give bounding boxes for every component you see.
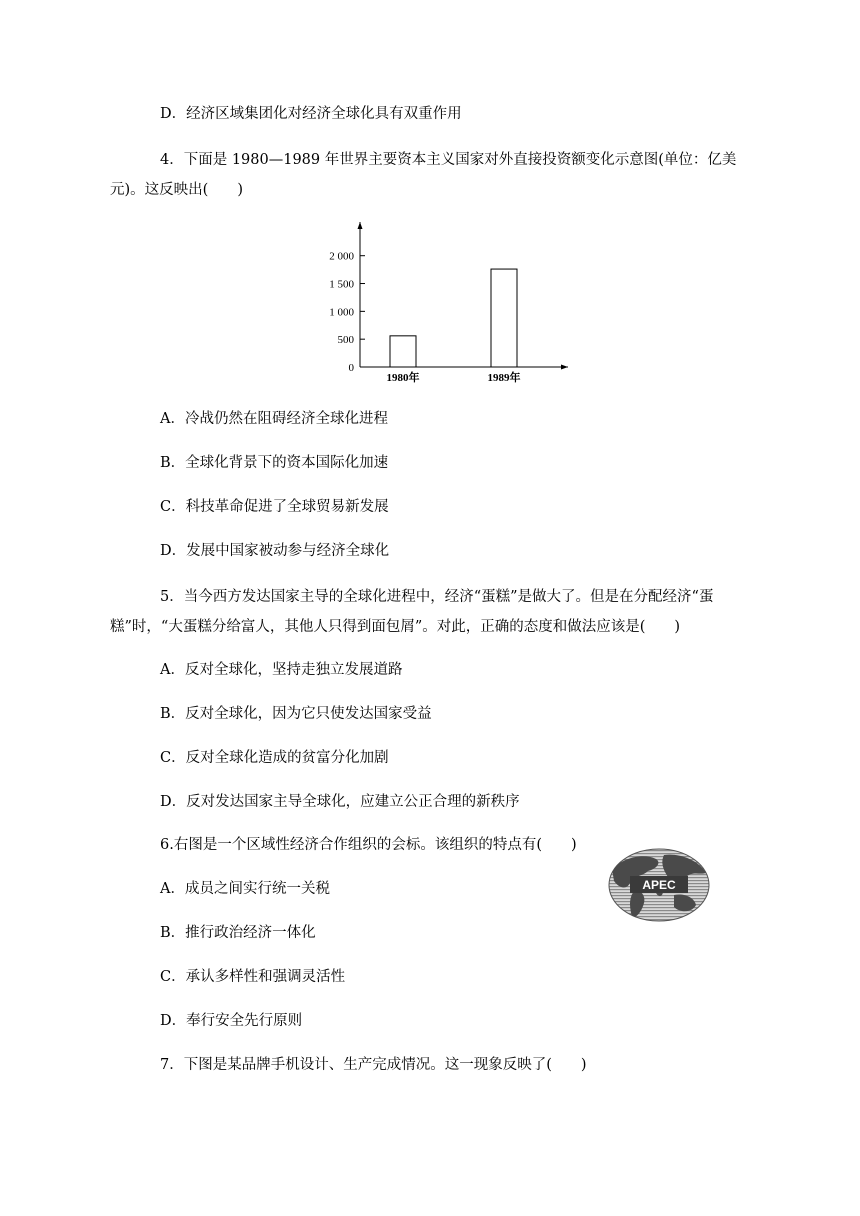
q5-stem-line2: 糕”时，“大蛋糕分给富人，其他人只得到面包屑”。对此，正确的态度和做法应该是( ) bbox=[110, 619, 681, 635]
y-tick-label: 0 bbox=[348, 362, 354, 374]
q6-option-d: D．奉行安全先行原则 bbox=[160, 1013, 303, 1029]
apec-logo-icon bbox=[604, 847, 714, 923]
q4-option-a: A．冷战仍然在阻碍经济全球化进程 bbox=[160, 411, 388, 427]
q5-option-a: A．反对全球化，坚持走独立发展道路 bbox=[160, 662, 403, 678]
q6-option-a: A．成员之间实行统一关税 bbox=[160, 881, 330, 897]
q4-stem-line1: 4．下面是 1980—1989 年世界主要资本主义国家对外直接投资额变化示意图(单位：亿美 bbox=[160, 152, 737, 168]
y-axis-arrow bbox=[358, 222, 363, 229]
q4-option-b: B．全球化背景下的资本国际化加速 bbox=[160, 455, 389, 471]
bar-0 bbox=[390, 336, 416, 367]
y-tick-label: 1 500 bbox=[329, 278, 354, 291]
y-tick-label: 1 000 bbox=[329, 306, 354, 319]
x-axis-arrow bbox=[561, 365, 568, 370]
q3-option-d: D．经济区域集团化对经济全球化具有双重作用 bbox=[160, 106, 462, 122]
x-tick-label: 1980年 bbox=[386, 372, 420, 384]
q5-stem-line1: 5．当今西方发达国家主导的全球化进程中，经济“蛋糕”是做大了。但是在分配经济“蛋 bbox=[160, 589, 714, 605]
q4-option-c: C．科技革命促进了全球贸易新发展 bbox=[160, 499, 389, 515]
q5-option-d: D．反对发达国家主导全球化，应建立公正合理的新秩序 bbox=[160, 794, 520, 810]
q6-stem: 6.右图是一个区域性经济合作组织的会标。该组织的特点有( ) bbox=[160, 837, 577, 853]
q5-option-c: C．反对全球化造成的贫富分化加剧 bbox=[160, 750, 389, 766]
q6-option-b: B．推行政治经济一体化 bbox=[160, 925, 316, 941]
q6-option-c: C．承认多样性和强调灵活性 bbox=[160, 969, 346, 985]
x-tick-label: 1989年 bbox=[487, 372, 521, 384]
q7-stem: 7．下图是某品牌手机设计、生产完成情况。这一现象反映了( ) bbox=[160, 1057, 587, 1073]
q4-option-d: D．发展中国家被动参与经济全球化 bbox=[160, 543, 390, 559]
q4-stem-line2: 元)。这反映出( ) bbox=[110, 182, 243, 198]
y-tick-label: 2 000 bbox=[329, 250, 354, 263]
y-tick-label: 500 bbox=[337, 334, 354, 347]
bar-1 bbox=[491, 269, 517, 367]
q5-option-b: B．反对全球化，因为它只使发达国家受益 bbox=[160, 706, 432, 722]
bar-chart bbox=[0, 210, 860, 610]
apec-logo-text: APEC bbox=[642, 878, 676, 892]
